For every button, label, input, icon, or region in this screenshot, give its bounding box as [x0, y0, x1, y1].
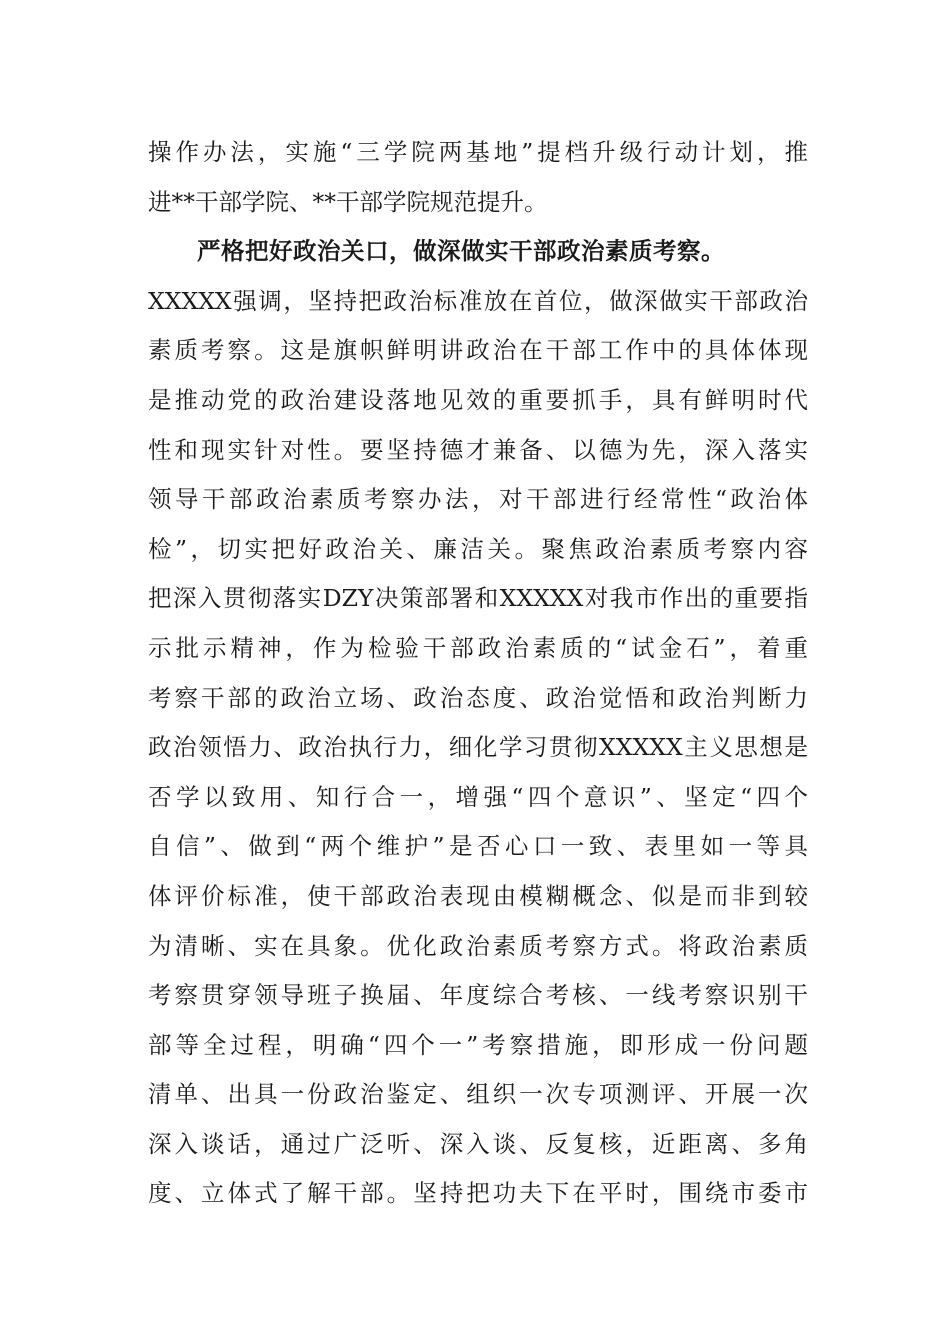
- text-line: 部等全过程，明确“四个一”考察措施，即形成一份问题: [148, 1030, 808, 1059]
- text-line: 性和现实针对性。要坚持德才兼备、以德为先，深入落实: [148, 435, 808, 464]
- text-line: 考察干部的政治立场、政治态度、政治觉悟和政治判断力: [148, 683, 808, 712]
- text-line: 领导干部政治素质考察办法，对干部进行经常性“政治体: [148, 485, 808, 514]
- text-line: 检”，切实把好政治关、廉洁关。聚焦政治素质考察内容: [148, 534, 808, 563]
- document-body: [148, 128, 808, 1219]
- text-line: 体评价标准，使干部政治表现由模糊概念、似是而非到较: [148, 881, 808, 910]
- text-line: 素质考察。这是旗帜鲜明讲政治在干部工作中的具体体现: [148, 336, 808, 365]
- text-line: 深入谈话，通过广泛听、深入谈、反复核，近距离、多角: [148, 1129, 808, 1158]
- text-line: 操作办法，实施“三学院两基地”提档升级行动计划，推: [148, 138, 808, 166]
- text-line: 自信”、做到“两个维护”是否心口一致、表里如一等具: [148, 832, 808, 861]
- text-line: 进**干部学院、**干部学院规范提升。: [148, 187, 548, 216]
- text-line: 度、立体式了解干部。坚持把功夫下在平时，围绕市委市: [148, 1179, 808, 1208]
- text-line: 政治领悟力、政治执行力，细化学习贯彻XXXXX主义思想是: [148, 733, 808, 762]
- text-line: 清单、出具一份政治鉴定、组织一次专项测评、开展一次: [148, 1080, 808, 1109]
- text-line: 否学以致用、知行合一，增强“四个意识”、坚定“四个: [148, 782, 808, 811]
- section-heading: 严格把好政治关口，做深做实干部政治素质考察。: [197, 237, 725, 266]
- text-line: 是推动党的政治建设落地见效的重要抓手，具有鲜明时代: [148, 385, 808, 414]
- text-line: XXXXX强调，坚持把政治标准放在首位，做深做实干部政治: [148, 286, 808, 315]
- text-line: 把深入贯彻落实DZY决策部署和XXXXX对我市作出的重要指: [148, 584, 808, 613]
- text-line: 考察贯穿领导班子换届、年度综合考核、一线考察识别干: [148, 981, 808, 1010]
- text-line: 为清晰、实在具象。优化政治素质考察方式。将政治素质: [148, 931, 808, 960]
- text-line: 示批示精神，作为检验干部政治素质的“试金石”，着重: [148, 633, 808, 662]
